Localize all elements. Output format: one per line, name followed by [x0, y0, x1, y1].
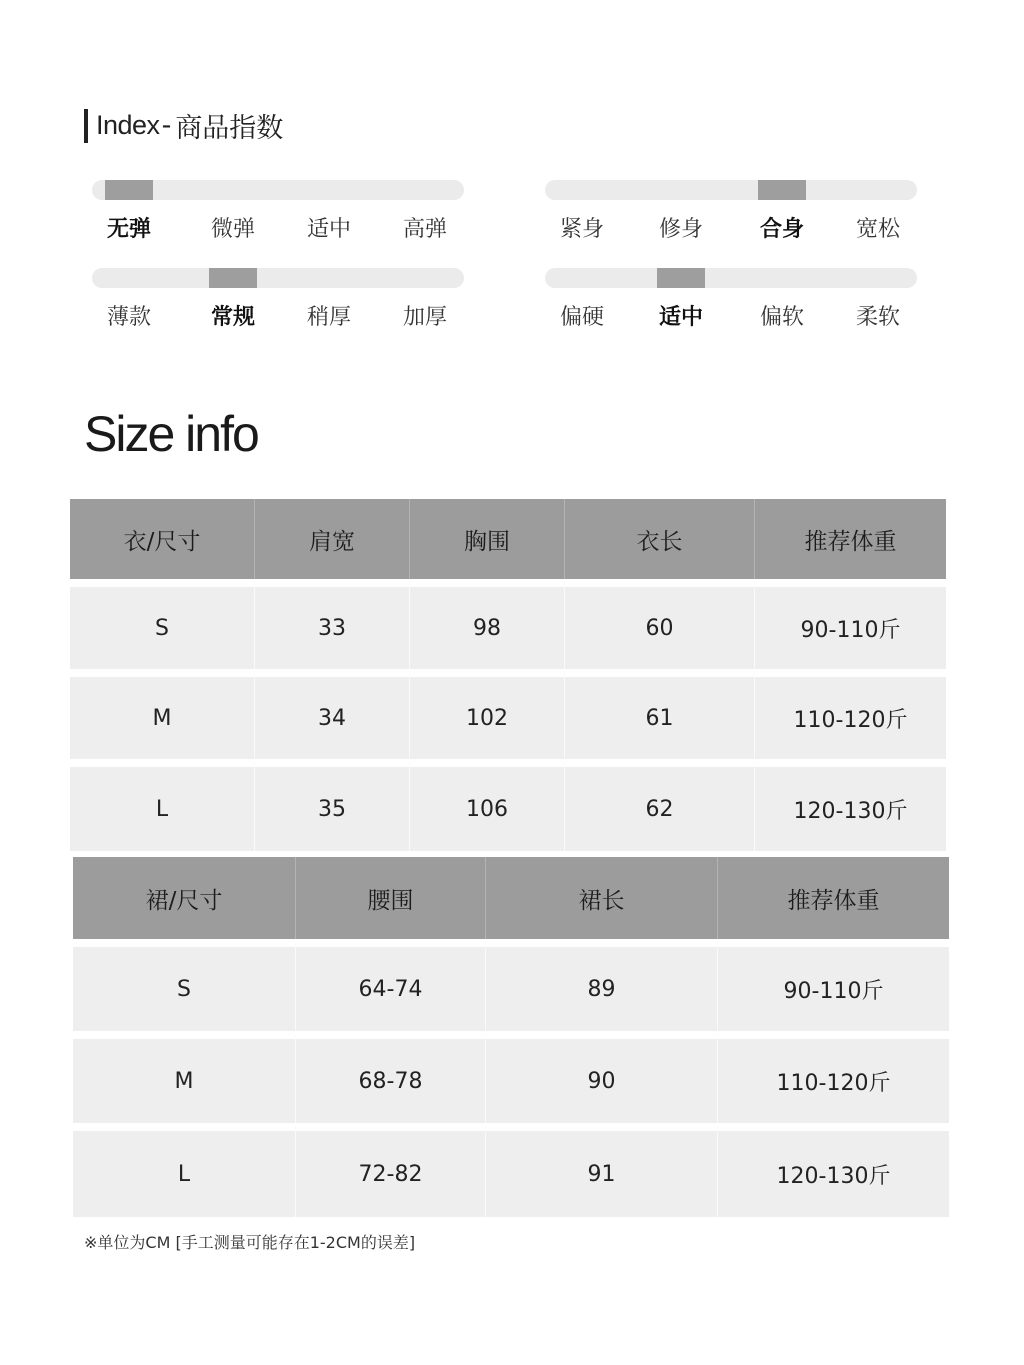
header-cell: 肩宽: [254, 499, 409, 579]
table-cell: 34: [254, 669, 409, 759]
scale-track: [92, 268, 464, 288]
index-title: [84, 106, 283, 145]
header-cell: 裙/尺寸: [73, 857, 295, 939]
header-cell: 衣长: [564, 499, 754, 579]
measurement-note: ※单位为CM [手工测量可能存在1-2CM的误差]: [84, 1233, 416, 1252]
table-row: [73, 1031, 949, 1123]
table-cell: 72-82: [295, 1123, 485, 1217]
scale-marker: [657, 268, 705, 288]
scale-label: 微弹: [210, 217, 255, 242]
table-cell: 61: [564, 669, 754, 759]
scale-label: 无弹: [106, 217, 151, 242]
table-cell: 35: [254, 759, 409, 851]
scale-track: [545, 180, 917, 200]
table-cell: 90: [485, 1031, 717, 1123]
size-cell: S: [73, 939, 295, 1031]
table-cell: 90-110斤: [717, 939, 949, 1031]
size-info-title: Size info: [84, 406, 258, 462]
size-cell: S: [70, 579, 254, 669]
scale-label: 修身: [658, 217, 703, 242]
table-header-row: [70, 499, 946, 579]
index-title-cn: 商品指数: [175, 113, 284, 144]
table-header-row: [73, 857, 949, 939]
table-cell: 60: [564, 579, 754, 669]
scale-label: 合身: [759, 217, 804, 242]
scale-label: 紧身: [559, 217, 604, 242]
table-row: [73, 1123, 949, 1217]
table-cell: 33: [254, 579, 409, 669]
scale-marker: [758, 180, 806, 200]
header-cell: 推荐体重: [754, 499, 946, 579]
table-cell: 106: [409, 759, 564, 851]
table-cell: 102: [409, 669, 564, 759]
scale-label: 偏硬: [559, 305, 604, 330]
scale-label: 柔软: [855, 305, 900, 330]
table-cell: 91: [485, 1123, 717, 1217]
header-cell: 推荐体重: [717, 857, 949, 939]
table-cell: 110-120斤: [717, 1031, 949, 1123]
table-row: [73, 939, 949, 1031]
scale-label: 稍厚: [306, 305, 351, 330]
table-cell: 110-120斤: [754, 669, 946, 759]
table-row: [70, 759, 946, 851]
size-cell: M: [70, 669, 254, 759]
scale-marker: [105, 180, 153, 200]
title-bar-decoration: [84, 109, 88, 143]
table-cell: 64-74: [295, 939, 485, 1031]
scale-label: 宽松: [855, 217, 900, 242]
scale-label: 薄款: [106, 305, 151, 330]
header-cell: 衣/尺寸: [70, 499, 254, 579]
scale-label: 适中: [658, 305, 703, 330]
table-cell: 98: [409, 579, 564, 669]
skirt-size-table: [73, 857, 949, 1217]
index-title-sep: -: [161, 110, 172, 141]
table-cell: 68-78: [295, 1031, 485, 1123]
size-cell: L: [70, 759, 254, 851]
table-cell: 89: [485, 939, 717, 1031]
table-cell: 90-110斤: [754, 579, 946, 669]
header-cell: 胸围: [409, 499, 564, 579]
index-title-en: Index: [96, 110, 160, 140]
size-cell: L: [73, 1123, 295, 1217]
table-row: [70, 669, 946, 759]
top-size-table: [70, 499, 946, 851]
scale-label: 适中: [306, 217, 351, 242]
scale-label: 高弹: [402, 217, 447, 242]
scale-label: 偏软: [759, 305, 804, 330]
table-cell: 120-130斤: [717, 1123, 949, 1217]
table-row: [70, 579, 946, 669]
table-cell: 62: [564, 759, 754, 851]
header-cell: 裙长: [485, 857, 717, 939]
size-cell: M: [73, 1031, 295, 1123]
header-cell: 腰围: [295, 857, 485, 939]
scale-label: 常规: [210, 305, 255, 330]
scale-label: 加厚: [402, 305, 447, 330]
scale-track: [545, 268, 917, 288]
scale-marker: [209, 268, 257, 288]
table-cell: 120-130斤: [754, 759, 946, 851]
